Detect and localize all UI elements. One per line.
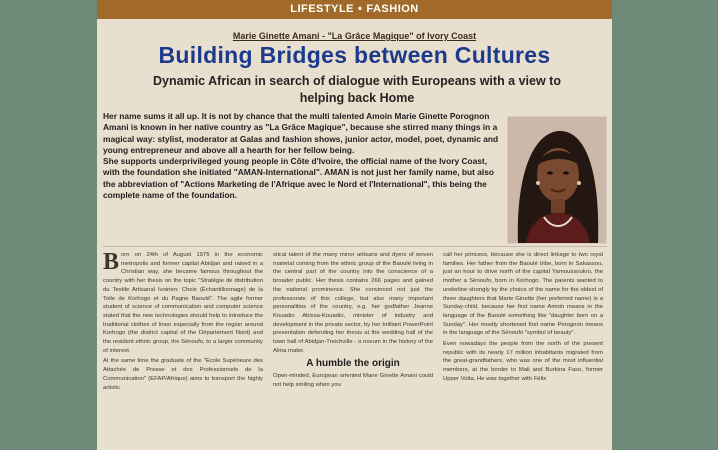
article-subheadline: Dynamic African in search of dialogue with Europeans with a view to helping back Home <box>153 74 561 105</box>
column-2 <box>273 251 433 450</box>
section-divider <box>103 246 607 247</box>
portrait-photo <box>507 116 607 244</box>
section-banner <box>97 0 612 19</box>
column-subheading: A humble the origin <box>306 358 400 370</box>
banner-bullet: • <box>358 3 363 15</box>
column-3-paragraph-1: call her princess, because she is direct linkage to two royal families. Her father from the Baoulé tribe, born in Sakassou, just an hour to drive north of the capital Yamoussoukro, the mother a Sénoufo, born in Korhogo. The parents wanted to underline strongly by the choice of the name for the oldest of three daughters that Marie Ginette (her preferred name) is a Sunday-child, because her first name Amoin means in the language of the Baoulé something like "daughter born on a Sunday". Her mostly shortened first name Porognon means in the language of the Sénoufo "symbol of beauty". <box>443 252 603 337</box>
column-1-paragraph-2: At the same time the graduate of the "Ecole Supérieure des Attachés de Presse et des Professionnels de la Communication" (EFAP/Afrique) aims to transport the highly artistic <box>103 358 263 391</box>
drop-cap: B <box>103 251 120 275</box>
column-3-paragraph-2: Even nowadays the people from the north of the present republic with its nearly 17 million inhabitants migrated from the great-grandfathers, who was one of the most influential members, at the border to Mali and Burkina Faso, former Upper Volta. He was together with Félix <box>443 341 603 382</box>
article-headline: Building Bridges between Cultures <box>158 42 551 68</box>
column-2-paragraph-2: Open-minded, European oriented Marie Ginette Amani could not help smiling when you <box>273 373 433 389</box>
column-1 <box>103 251 263 450</box>
intro-paragraphs <box>103 111 499 201</box>
magazine-page <box>97 0 612 450</box>
article-kicker: Marie Ginette Amani - "La Grâce Magique" of Ivory Coast <box>232 31 477 41</box>
article-columns <box>103 251 607 450</box>
intro-paragraph-2: She supports underprivileged young people in Côte d'Ivoire, the official name of the Ivory Coast, with the foundation she initiated "AMAN-International". AMAN is not just her family name, but also the abbreviation of "Actions Marketing de l'Afrique avec le Nord et l'International", this being the complete name of the foundation. <box>103 156 495 201</box>
banner-right: FASHION <box>366 3 419 15</box>
banner-left: LIFESTYLE <box>290 3 354 15</box>
column-1-paragraph-1: Born on 24th of August 1975 in the economic metropolis and former capital Abidjan and raised in a Christian way, she became famous throughout the country with her thesis on the topic "Stratégie de distribution du Textile Artisanal Ivoirien: Choix (Échantillonnage) de la Toile de Korhogo et du Pagne Baoulé". The agile former student of science of communication and computer science stated that the new technologies should help to introduce the traditional clothes of linen especially from the region around Korhogo (the district capital of the Département Nord) and the resident ethnic group, the Sénoufo, to a larger community of interest. <box>103 251 263 354</box>
intro-paragraph-1: Her name sums it all up. It is not by chance that the multi talented Amoin Marie Ginette Porognon Amani is known in her native country as "La Grâce Magique", because she stirred many things in a magical way: stylist, moderator at Galas and fashion shows, junior actor, model, poet, dynamic and young entrepreneur and above all a hearth for her fellow being. <box>103 111 499 155</box>
portrait-photo-icon <box>508 117 606 243</box>
column-3 <box>443 251 603 450</box>
column-2-paragraph-1: stical talent of the many minor artisans and dyers of woven material coming from the ethnic group of the Baoulé living in the central part of the country into the conscience of a broader public. Her thesis contains 266 pages and gained the national prominence. She convinced not just the professorate of this college, but also many important personalities of the country, e.g. her godfather Jeanne Kouadio Abissa-Kouadio, minister of industry and development in the private sector, by her brilliant PowerPoint presentation defending her thesis at the wedding hall of the town hall of Abidjan-Treichville - a novum in the history of the Alma mater. <box>273 252 433 354</box>
